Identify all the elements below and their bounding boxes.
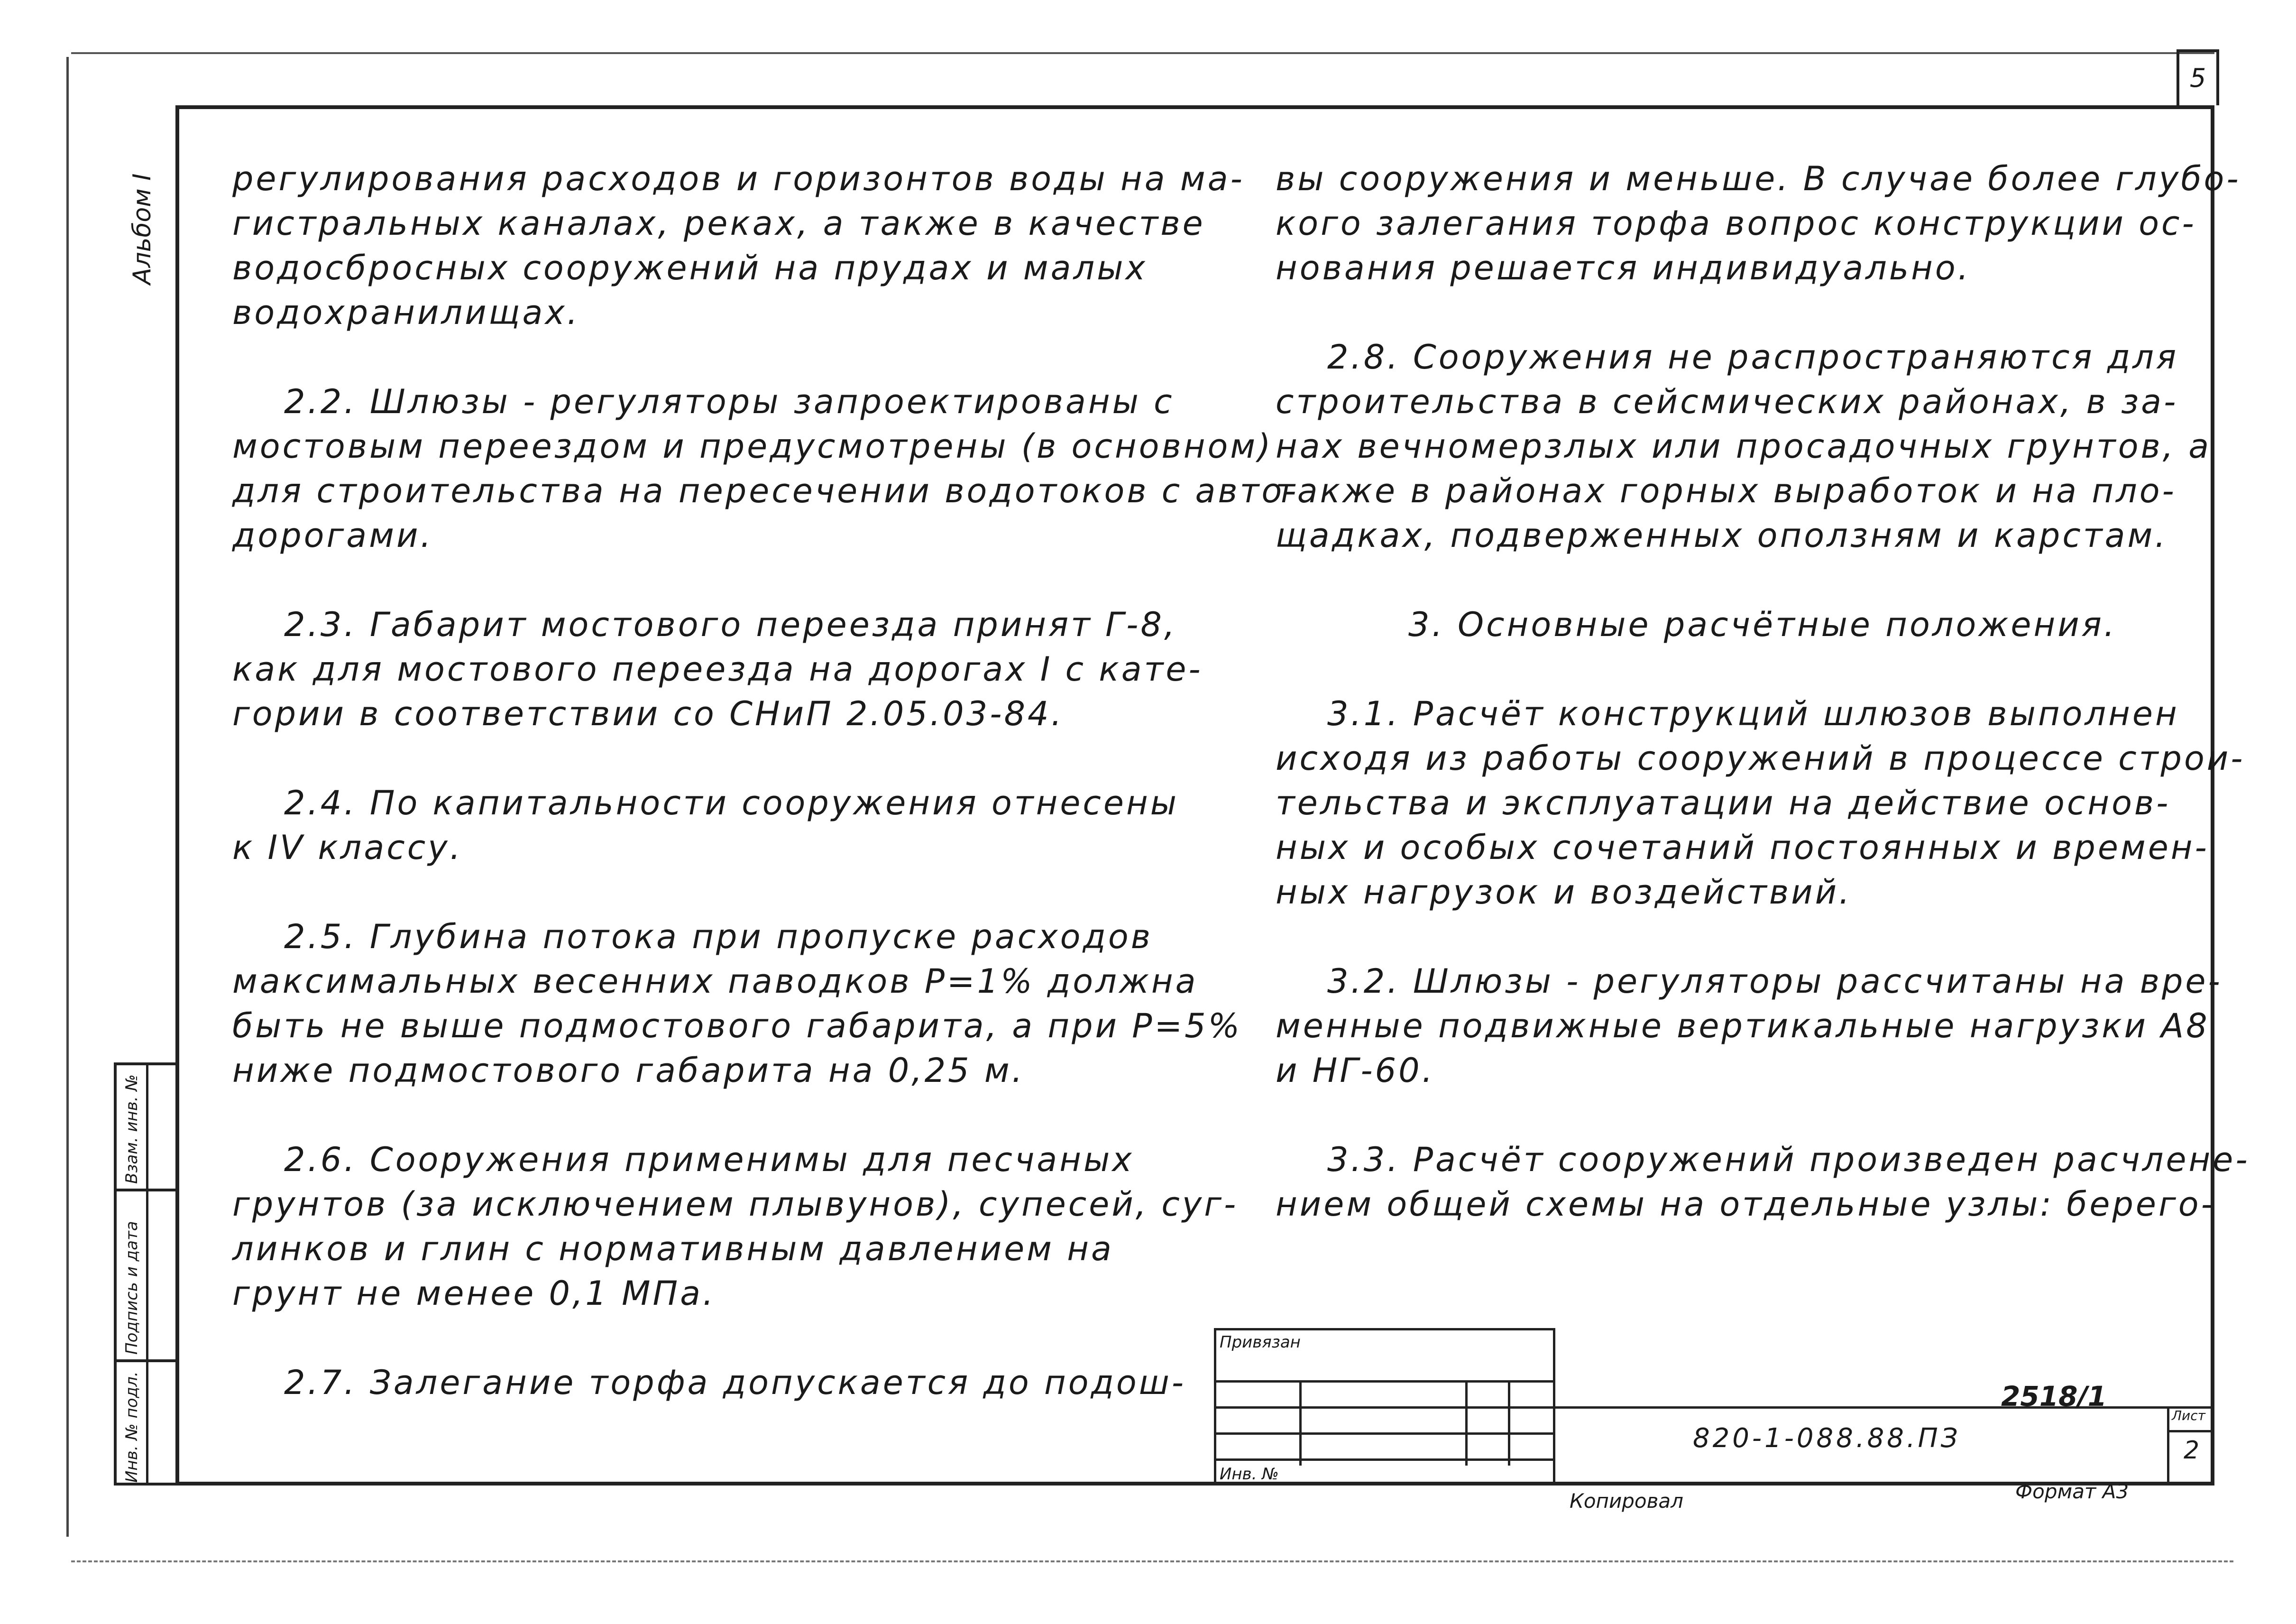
text-line: вы сооружения и меньше. В случае более глубо- [1276,159,2241,198]
tb-line [1214,1328,1555,1330]
text-line: 2.7. Залегание торфа допускается до подош- [232,1363,1186,1402]
text-line: для строительства на пересечении водотоков с авто- [232,471,1299,510]
text-line: 3.3. Расчёт сооружений произведен расчлене- [1276,1140,2250,1179]
stamp-label-signature: Подпись и дата [122,1221,141,1355]
text-line: мостовым переездом и предусмотрены (в основном) [232,427,1273,466]
tb-line [1465,1380,1468,1466]
text-line: менные подвижные вертикальные нагрузки А8 [1276,1006,2210,1045]
text-gap [232,1093,1299,1137]
tb-line [2167,1430,2214,1432]
text-line: грунтов (за исключением плывунов), супесей, суг- [232,1185,1239,1224]
copied-label: Копировал [1570,1489,1683,1513]
tb-line [2167,1406,2169,1486]
text-line: также в районах горных выработок и на пло- [1276,471,2177,510]
text-gap [232,1316,1299,1360]
sheet-label: Лист [2172,1408,2205,1423]
text-line: строительства в сейсмических районах, в за- [1276,382,2178,421]
text-line: тельства и эксплуатации на действие основ- [1276,784,2171,822]
text-gap [1276,647,2250,692]
text-line: нах вечномерзлых или просадочных грунтов, а [1276,427,2212,466]
text-gap [232,736,1299,781]
text-gap [232,558,1299,602]
section-heading: 3. Основные расчётные положения. [1408,605,2117,644]
tb-line [1214,1432,1555,1435]
text-line: гистральных каналах, реках, а также в качестве [232,204,1205,243]
tb-line [1214,1380,1555,1383]
stamp-column [114,1062,175,1486]
title-block [1214,1328,2214,1486]
text-line: водосбросных сооружений на прудах и малых [232,249,1148,287]
text-line: кого залегания торфа вопрос конструкции ос- [1276,204,2196,243]
sheet-number-box [2177,49,2219,105]
format-label: Формат А3 [2015,1480,2129,1503]
tb-line [1214,1458,1555,1461]
sheet-value: 2 [2184,1436,2200,1465]
text-gap [1276,290,2250,335]
text-gap [232,335,1299,379]
text-line: 2.8. Сооружения не распространяются для [1276,338,2179,377]
text-line: максимальных весенних паводков Р=1% должна [232,962,1198,1001]
stamp-label-replace: Взам. инв. № [122,1074,141,1184]
stamp-column-divider [146,1065,148,1483]
text-gap [232,870,1299,914]
bottom-cut-line [71,1560,2233,1562]
tb-line [1508,1380,1510,1466]
stamp-row-divider [117,1359,178,1362]
text-line: регулирования расходов и горизонтов воды на ма- [232,159,1245,198]
text-line: 2.5. Глубина потока при пропуске расходов [232,917,1153,956]
text-gap [1276,558,2250,602]
top-border-line [71,52,2214,54]
text-line: 2.2. Шлюзы - регуляторы запроектированы с [232,382,1175,421]
text-line: к IV классу. [232,828,463,867]
text-line: гории в соответствии со СНиП 2.05.03-84. [232,694,1064,733]
text-line: нования решается индивидуально. [1276,249,1971,287]
album-label: Альбом I [128,173,156,285]
handwritten-number: 2518/1 [2001,1380,2107,1412]
stamp-label-inv: Инв. № подл. [122,1371,141,1483]
text-line: исходя из работы сооружений в процессе строи- [1276,739,2245,778]
text-line: ниже подмостового габарита на 0,25 м. [232,1051,1025,1090]
text-line: дорогами. [232,516,433,555]
text-gap [1276,1093,2250,1137]
text-line: ных и особых сочетаний постоянных и времен- [1276,828,2209,867]
bound-label: Привязан [1220,1333,1301,1352]
text-line: ных нагрузок и воздействий. [1276,873,1852,912]
stamp-row-divider [117,1189,178,1191]
text-line: 3.1. Расчёт конструкций шлюзов выполнен [1276,694,2179,733]
tb-line [1299,1380,1302,1466]
text-line: линков и глин с нормативным давлением на [232,1229,1114,1268]
text-line: нием общей схемы на отдельные узлы: берего- [1276,1185,2215,1224]
text-line: водохранилищах. [232,293,580,332]
text-line: щадках, подверженных оползням и карстам. [1276,516,2168,555]
text-line: и НГ-60. [1276,1051,1435,1090]
left-edge-line [66,57,69,1537]
text-gap [1276,914,2250,959]
text-line: как для мостового переезда на дорогах I с кате- [232,650,1203,689]
document-code: 820-1-088.88.ПЗ [1693,1423,1961,1454]
text-line: 2.4. По капитальности сооружения отнесены [232,784,1179,822]
inv-label: Инв. № [1220,1465,1279,1484]
text-line: быть не выше подмостового габарита, а при Р=5% [232,1006,1242,1045]
right-text-column [1276,157,2250,1227]
text-line: 2.3. Габарит мостового переезда принят Г-8, [232,605,1177,644]
text-line: 2.6. Сооружения применимы для песчаных [232,1140,1134,1179]
left-text-column [232,157,1299,1405]
text-line: грунт не менее 0,1 МПа. [232,1274,716,1313]
text-line: 3.2. Шлюзы - регуляторы рассчитаны на вре- [1276,962,2223,1001]
sheet-number: 5 [2189,63,2206,93]
